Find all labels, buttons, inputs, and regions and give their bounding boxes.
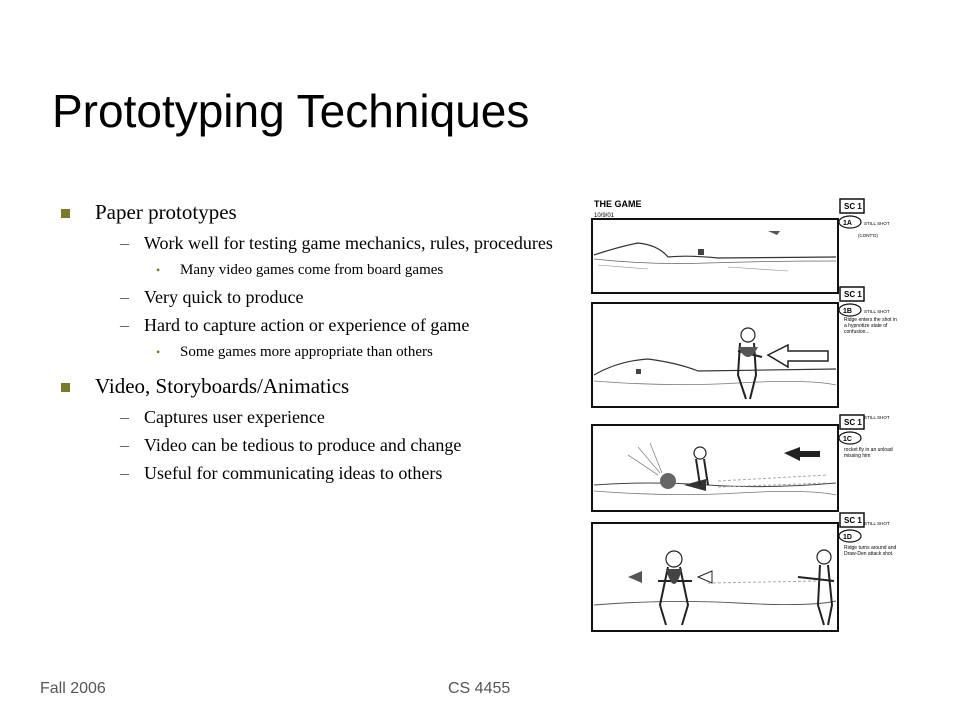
sub-sub-bullet-item: • Some games more appropriate than others	[156, 344, 433, 360]
dash-bullet-icon: –	[120, 233, 129, 253]
dot-bullet-icon: •	[156, 345, 161, 359]
dot-bullet-icon: •	[156, 263, 161, 277]
storyboard-panel	[592, 513, 898, 631]
sub-bullet-item: – Useful for communicating ideas to others	[120, 463, 443, 483]
square-bullet-icon	[61, 209, 70, 218]
shot-type-label: STILL SHOT	[864, 309, 890, 314]
bullet-item: Video, Storyboards/Animatics	[60, 374, 580, 399]
storyboard-panel	[592, 415, 898, 511]
shot-label: 1C	[843, 436, 852, 443]
shot-type-label: STILL SHOT	[864, 221, 890, 226]
dash-bullet-icon: –	[120, 435, 129, 455]
dash-bullet-icon: –	[120, 463, 129, 483]
panel-note: (CONT'D)	[858, 233, 878, 238]
storyboard-panel	[592, 199, 890, 293]
shot-type-label: STILL SHOT	[864, 415, 890, 420]
scene-label: SC 1	[844, 418, 862, 427]
storyboard-image	[588, 185, 900, 635]
storyboard-header: THE GAME	[594, 199, 642, 209]
footer-date: Fall 2006	[40, 680, 106, 697]
dash-bullet-icon: –	[120, 407, 129, 427]
scene-label: SC 1	[844, 516, 862, 525]
dash-bullet-icon: –	[120, 315, 129, 335]
scene-label: SC 1	[844, 202, 862, 211]
dash-bullet-icon: –	[120, 287, 129, 307]
sub-sub-bullet-item: • Many video games come from board games	[156, 262, 444, 278]
footer-course: CS 4455	[448, 680, 511, 697]
bullet-list	[60, 200, 580, 490]
storyboard-panel	[592, 287, 898, 407]
panel-note: Ridge enters the shot in a hypnotize state of confusion...	[844, 317, 897, 335]
sub-bullet-item: – Captures user experience	[120, 407, 325, 427]
slide-title: Prototyping Techniques	[52, 85, 530, 137]
panel-note: rocket fly in an unload missing him	[844, 447, 893, 459]
bullet-item: Paper prototypes	[60, 200, 580, 225]
sub-bullet-item: – Hard to capture action or experience of game	[120, 315, 470, 335]
shot-label: 1A	[843, 220, 852, 227]
panel-note: Ridge turns around and Draw-Den attack shot.	[844, 545, 897, 557]
sub-bullet-item: – Very quick to produce	[120, 287, 304, 307]
shot-type-label: STILL SHOT	[864, 521, 890, 526]
sub-bullet-item: – Work well for testing game mechanics, rules, procedures	[120, 233, 553, 253]
scene-label: SC 1	[844, 290, 862, 299]
storyboard-date: 10/9/01	[594, 213, 615, 219]
shot-label: 1B	[843, 308, 852, 315]
sub-bullet-item: – Video can be tedious to produce and change	[120, 435, 462, 455]
square-bullet-icon	[61, 383, 70, 392]
shot-label: 1D	[843, 534, 852, 541]
